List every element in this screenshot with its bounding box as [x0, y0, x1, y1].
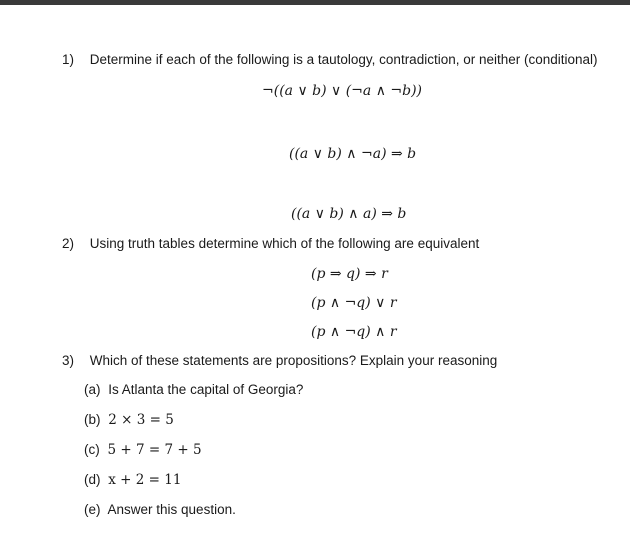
- q2-expression-3: (p ∧ ¬q) ∧ r: [311, 324, 397, 340]
- q3-option-b: [84, 412, 174, 428]
- question-2: [62, 236, 479, 251]
- q3-option-e-text: Answer this question.: [107, 502, 236, 517]
- question-3: [62, 353, 497, 368]
- question-1-text: Determine if each of the following is a tautology, contradiction, or neither (conditional): [89, 52, 598, 67]
- q3-option-b-text: 2 × 3 = 5: [108, 412, 174, 428]
- q1-expression-1: ¬((a ∨ b) ∨ (¬a ∧ ¬b)): [262, 83, 423, 99]
- question-2-text: Using truth tables determine which of the following are equivalent: [89, 236, 480, 251]
- q3-option-c-label: (c): [84, 442, 100, 457]
- q3-option-a-text: Is Atlanta the capital of Georgia?: [108, 382, 304, 397]
- q1-expression-3: ((a ∨ b) ∧ a) ⇒ b: [291, 206, 407, 222]
- q3-option-d: [84, 472, 181, 488]
- q2-expression-2: (p ∧ ¬q) ∨ r: [311, 295, 397, 311]
- question-3-number: 3): [62, 353, 75, 368]
- question-2-number: 2): [62, 236, 75, 251]
- q3-option-e-label: (e): [84, 502, 101, 517]
- q3-option-d-label: (d): [84, 472, 101, 487]
- q2-expression-1: (p ⇒ q) ⇒ r: [311, 266, 388, 282]
- q3-option-c-text: 5 + 7 = 7 + 5: [107, 442, 202, 458]
- top-border: [0, 0, 630, 5]
- question-1-number: 1): [62, 52, 75, 67]
- q3-option-a: [84, 382, 303, 397]
- q3-option-b-label: (b): [84, 412, 101, 427]
- question-1: [62, 52, 598, 67]
- q3-option-d-text: x + 2 = 11: [108, 472, 182, 488]
- q3-option-e: [84, 502, 236, 517]
- q3-option-c: [84, 442, 202, 458]
- question-3-text: Which of these statements are propositions? Explain your reasoning: [89, 353, 498, 368]
- q1-expression-2: ((a ∨ b) ∧ ¬a) ⇒ b: [289, 146, 417, 162]
- q3-option-a-label: (a): [84, 382, 101, 397]
